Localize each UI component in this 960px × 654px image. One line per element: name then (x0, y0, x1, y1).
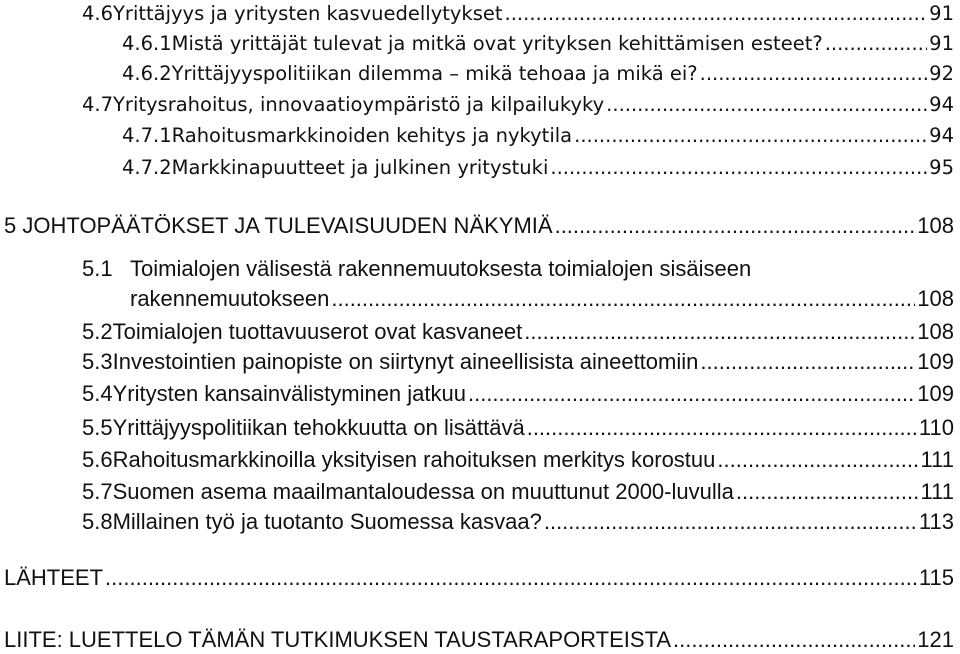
toc-page-number: 108 (917, 319, 954, 344)
toc-number: 5.4 (82, 381, 113, 406)
toc-title: Yrittäjyyspolitiikan tehokkuutta on lisättävä (112, 415, 525, 440)
toc-number: 4.7.1 (122, 124, 172, 147)
toc-page-number: 94 (929, 93, 954, 116)
toc-page-number: 108 (917, 286, 954, 311)
toc-entry-5-3[interactable] (82, 348, 954, 376)
toc-page-number: 92 (929, 62, 954, 85)
dot-leader (717, 446, 918, 474)
toc-title: Rahoitusmarkkinoilla yksityisen rahoituksen merkitys korostuu (112, 447, 716, 472)
toc-title: Yrittäjyyspolitiikan dilemma – mikä tehoaa ja mikä ei? (171, 62, 698, 85)
toc-number: 5.7 (82, 479, 113, 504)
toc-title: JOHTOPÄÄTÖKSET JA TULEVAISUUDEN NÄKYMIÄ (22, 213, 553, 238)
dot-leader (505, 0, 928, 28)
toc-number: 5.5 (82, 415, 113, 440)
toc-entry-4-7-2[interactable] (122, 154, 954, 182)
dot-leader (736, 478, 919, 506)
toc-entry-5-5[interactable] (82, 414, 954, 442)
dot-leader (574, 122, 927, 150)
dot-leader (468, 380, 915, 408)
dot-leader (825, 30, 927, 58)
toc-page-number: 94 (929, 124, 954, 147)
toc-entry-4-6-1[interactable] (122, 30, 954, 58)
dot-leader (555, 212, 916, 240)
toc-number: 5.8 (82, 509, 113, 534)
toc-entry-lahteet[interactable] (4, 564, 954, 592)
toc-entry-liite[interactable] (4, 626, 954, 654)
toc-entry-5-6[interactable] (82, 446, 954, 474)
toc-page-number: 111 (920, 447, 954, 472)
toc-title: rakennemuutokseen (130, 286, 330, 311)
toc-title: Yrittäjyys ja yritysten kasvuedellytykset (113, 2, 503, 25)
dot-leader (544, 508, 917, 536)
toc-title: Toimialojen tuottavuuserot ovat kasvaneet (112, 319, 523, 344)
toc-entry-5-1[interactable] (82, 255, 954, 283)
toc-entry-4-7[interactable] (82, 91, 954, 119)
toc-entry-5-8[interactable] (82, 508, 954, 536)
toc-title: Toimialojen välisestä rakennemuutoksesta toimialojen sisäiseen (130, 256, 752, 281)
toc-number: 5.3 (82, 349, 113, 374)
toc-title: Yritysten kansainvälistyminen jatkuu (112, 381, 466, 406)
toc-title: LIITE: LUETTELO TÄMÄN TUTKIMUKSEN TAUSTARAPORTEISTA (4, 627, 672, 652)
toc-page-number: 111 (920, 479, 954, 504)
toc-entry-5-1-continued[interactable] (130, 285, 954, 313)
dot-leader (673, 626, 915, 654)
toc-title: Millainen työ ja tuotanto Suomessa kasvaa? (112, 509, 542, 534)
dot-leader (700, 348, 915, 376)
toc-number: 4.7.2 (122, 156, 172, 179)
dot-leader (606, 91, 927, 119)
toc-title: Investointien painopiste on siirtynyt aineellisista aineettomiin (112, 349, 699, 374)
toc-page-number: 109 (917, 381, 954, 406)
toc-page-number: 113 (918, 509, 954, 534)
toc-number: 4.7 (82, 93, 114, 116)
toc-number: 5.1 (82, 256, 113, 281)
toc-page-number: 91 (929, 32, 954, 55)
toc-entry-4-6[interactable] (82, 0, 954, 28)
dot-leader (550, 154, 927, 182)
dot-leader (524, 318, 915, 346)
toc-entry-4-7-1[interactable] (122, 122, 954, 150)
toc-title: Markkinapuutteet ja julkinen yritystuki (171, 156, 549, 179)
dot-leader (105, 564, 917, 592)
toc-number: 4.6 (82, 2, 114, 25)
toc-page-number: 115 (918, 565, 954, 590)
toc-number: 5.6 (82, 447, 113, 472)
toc-title: Suomen asema maailmantaloudessa on muuttunut 2000-luvulla (112, 479, 734, 504)
toc-entry-5-4[interactable] (82, 380, 954, 408)
toc-entry-4-6-2[interactable] (122, 60, 954, 88)
toc-number: 5 (4, 213, 17, 238)
toc-page-number: 121 (917, 627, 954, 652)
dot-leader (527, 414, 917, 442)
toc-entry-5-2[interactable] (82, 318, 954, 346)
toc-page-number: 110 (918, 415, 954, 440)
toc-number: 4.6.2 (122, 62, 172, 85)
toc-page-number: 108 (917, 213, 954, 238)
toc-entry-5-7[interactable] (82, 478, 954, 506)
toc-number: 5.2 (82, 319, 113, 344)
toc-entry-5[interactable] (4, 212, 954, 240)
dot-leader (700, 60, 928, 88)
dot-leader (331, 285, 915, 313)
toc-title: LÄHTEET (4, 565, 104, 590)
toc-title: Mistä yrittäjät tulevat ja mitkä ovat yrityksen kehittämisen esteet? (171, 32, 823, 55)
toc-page-number: 109 (917, 349, 954, 374)
toc-page-number: 95 (929, 156, 954, 179)
toc-page-number: 91 (929, 2, 954, 25)
toc-number: 4.6.1 (122, 32, 172, 55)
toc-title: Rahoitusmarkkinoiden kehitys ja nykytila (171, 124, 573, 147)
toc-title: Yritysrahoitus, innovaatioympäristö ja kilpailukyky (113, 93, 605, 116)
